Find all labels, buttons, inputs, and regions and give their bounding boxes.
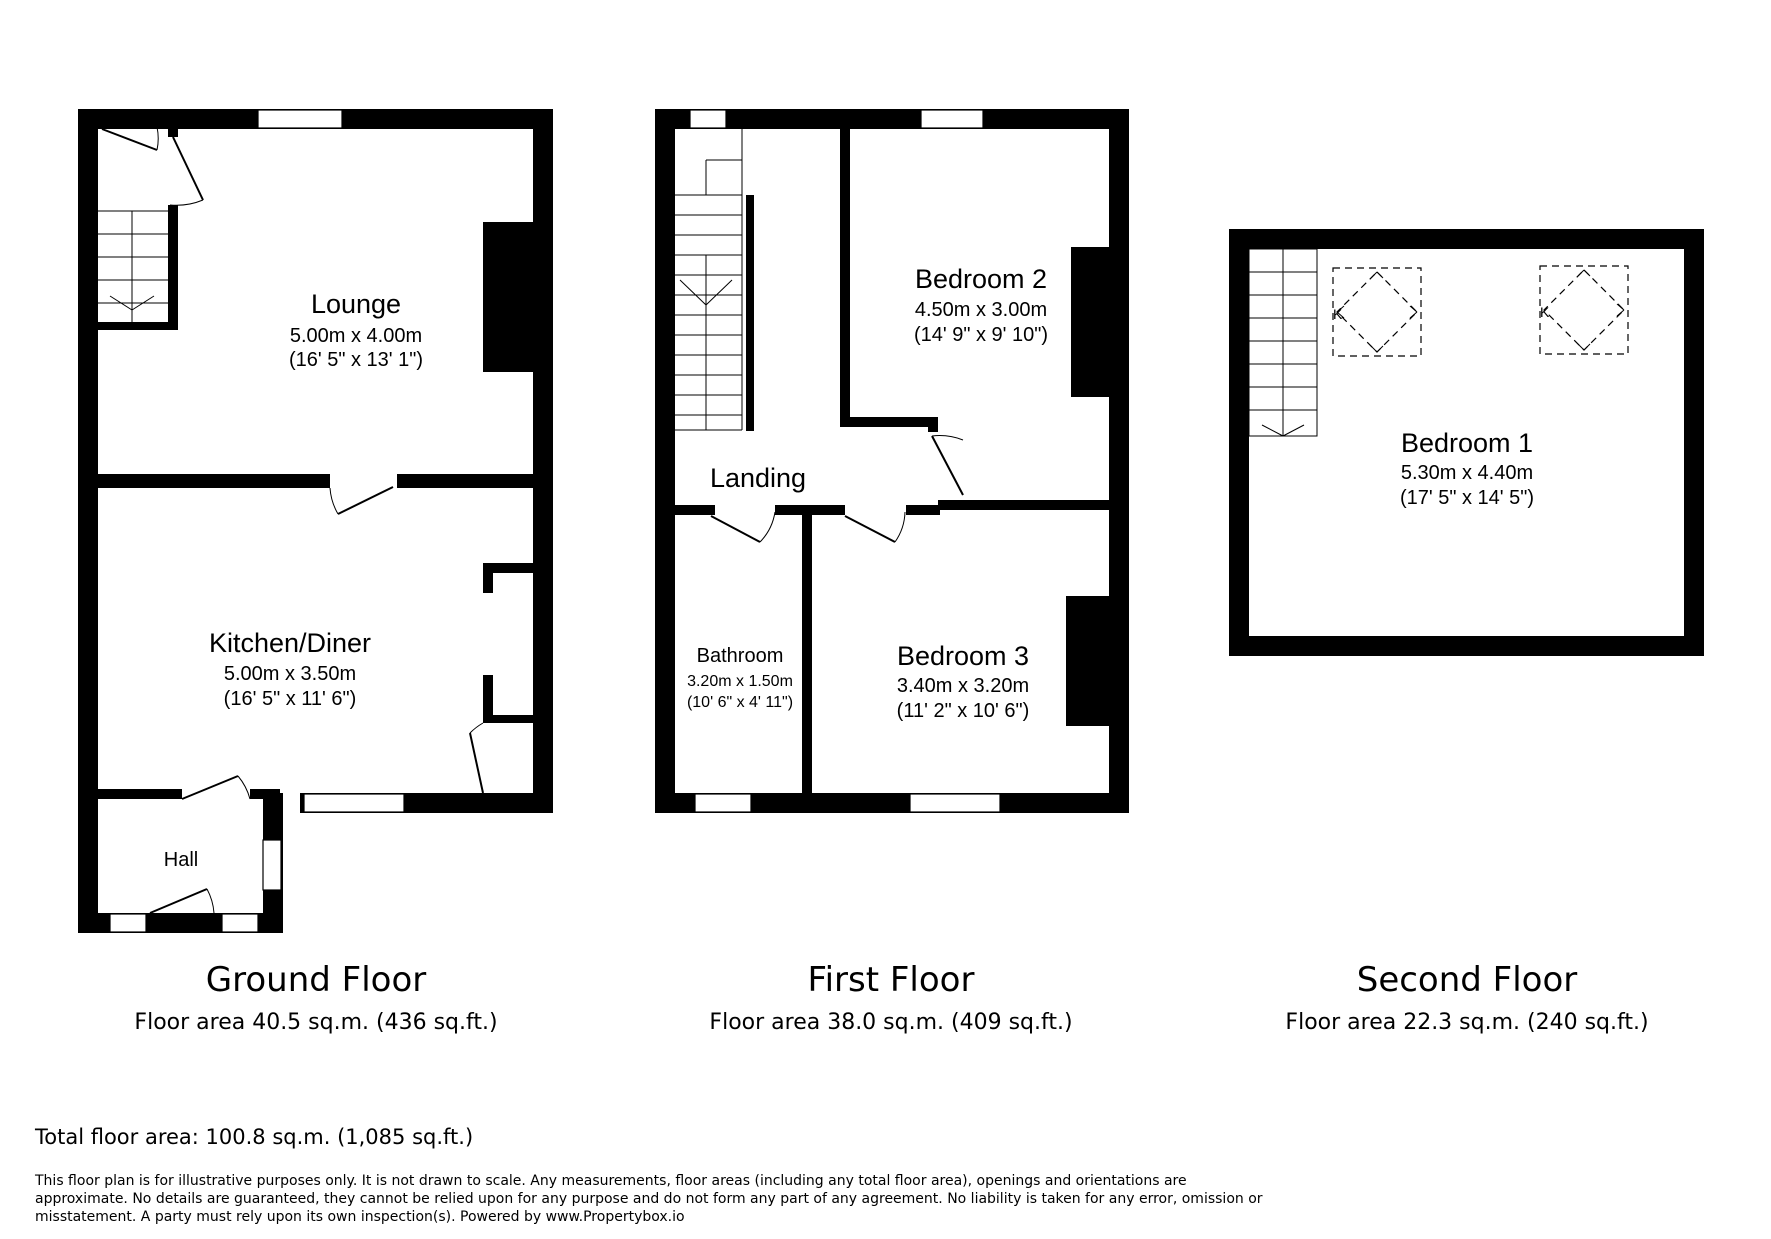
room-dimensions-metric: 4.50m x 3.00m <box>914 299 1048 321</box>
skylight-label: K <box>1540 304 1550 320</box>
window <box>263 840 281 890</box>
wall <box>397 474 553 488</box>
wall <box>1229 229 1704 249</box>
wall <box>168 205 178 330</box>
wall <box>96 322 178 330</box>
room-name: Bedroom 3 <box>896 641 1030 671</box>
wall <box>78 789 182 799</box>
room-kitchen-diner <box>209 628 371 710</box>
room-name: Hall <box>163 849 199 871</box>
floor-title: Second Floor <box>1356 960 1578 1000</box>
wall <box>746 195 754 431</box>
room-bedroom-3 <box>897 641 1030 722</box>
wall <box>840 127 850 427</box>
disclaimer-line: misstatement. A party must rely upon its own inspection(s). Powered by www.Propertybox.io <box>35 1209 685 1225</box>
total-floor-area: Total floor area: 100.8 sq.m. (1,085 sq.ft.) <box>35 1125 474 1149</box>
room-dimensions-imperial: (10' 6" x 4' 11") <box>686 694 794 711</box>
room-bedroom-1 <box>1400 428 1534 509</box>
room-name: Lounge <box>310 289 402 319</box>
room-name: Kitchen/Diner <box>208 628 372 658</box>
room-dimensions-imperial: (16' 5" x 13' 1") <box>288 349 424 371</box>
floor-title: Ground Floor <box>205 960 427 1000</box>
window <box>910 794 1000 812</box>
chimney-breast <box>1066 596 1111 726</box>
room-dimensions-imperial: (16' 5" x 11' 6") <box>223 688 357 710</box>
floor-area: Floor area 40.5 sq.m. (436 sq.ft.) <box>134 1010 498 1035</box>
staircase <box>96 211 168 322</box>
wall <box>655 109 675 813</box>
wall <box>78 474 330 488</box>
wall <box>1229 229 1249 656</box>
room-bedroom-2 <box>914 264 1048 346</box>
wall <box>483 563 493 593</box>
window <box>222 914 258 932</box>
chimney-breast <box>483 222 535 372</box>
room-dimensions-imperial: (17' 5" x 14' 5") <box>1399 487 1535 509</box>
wall <box>168 127 178 137</box>
room-lounge <box>289 289 423 371</box>
wall <box>483 715 535 723</box>
wall <box>1229 636 1704 656</box>
skylight <box>1540 266 1628 354</box>
room-bathroom <box>687 645 793 711</box>
room-dimensions-imperial: (11' 2" x 10' 6") <box>896 700 1030 722</box>
room-landing <box>710 463 806 493</box>
room-dimensions-metric: 3.40m x 3.20m <box>896 675 1030 697</box>
wall <box>1684 229 1704 656</box>
window <box>304 794 404 812</box>
window <box>921 110 983 128</box>
room-name: Bedroom 2 <box>914 264 1048 294</box>
window <box>690 110 726 128</box>
skylight-label: K <box>1333 306 1343 322</box>
room-name: Bathroom <box>696 645 784 667</box>
chimney-breast <box>1071 247 1111 397</box>
staircase <box>1249 249 1317 436</box>
floor-title: First Floor <box>807 960 975 1000</box>
ground-floor-plan <box>78 109 553 933</box>
room-dimensions-metric: 5.30m x 4.40m <box>1400 462 1534 484</box>
room-dimensions-metric: 5.00m x 3.50m <box>223 663 357 685</box>
wall <box>840 417 938 427</box>
wall <box>1109 109 1129 813</box>
room-dimensions-metric: 3.20m x 1.50m <box>687 673 793 690</box>
disclaimer-line: This floor plan is for illustrative purposes only. It is not drawn to scale. Any measurements, floor areas (including any total floor area), openings and orientations are <box>35 1173 1187 1189</box>
wall <box>533 109 553 813</box>
room-name: Landing <box>709 463 807 493</box>
room-hall <box>164 849 198 871</box>
wall <box>250 789 280 799</box>
wall <box>938 500 1109 510</box>
skylight <box>1333 268 1421 356</box>
room-dimensions-imperial: (14' 9" x 9' 10") <box>913 324 1049 346</box>
floor-area: Floor area 38.0 sq.m. (409 sq.ft.) <box>709 1010 1073 1035</box>
window <box>110 914 146 932</box>
floor-area: Floor area 22.3 sq.m. (240 sq.ft.) <box>1285 1010 1649 1035</box>
wall <box>906 505 940 515</box>
disclaimer-line: approximate. No details are guaranteed, they cannot be relied upon for any purpose and do not form any part of any agreement. No liability is taken for any error, omission or <box>35 1191 1263 1207</box>
window <box>695 794 751 812</box>
wall <box>673 505 715 515</box>
window <box>258 110 342 128</box>
room-name: Bedroom 1 <box>1400 428 1534 458</box>
staircase <box>673 129 742 430</box>
wall <box>802 505 812 795</box>
wall <box>78 109 98 932</box>
wall <box>928 417 938 432</box>
room-dimensions-metric: 5.00m x 4.00m <box>289 325 423 347</box>
